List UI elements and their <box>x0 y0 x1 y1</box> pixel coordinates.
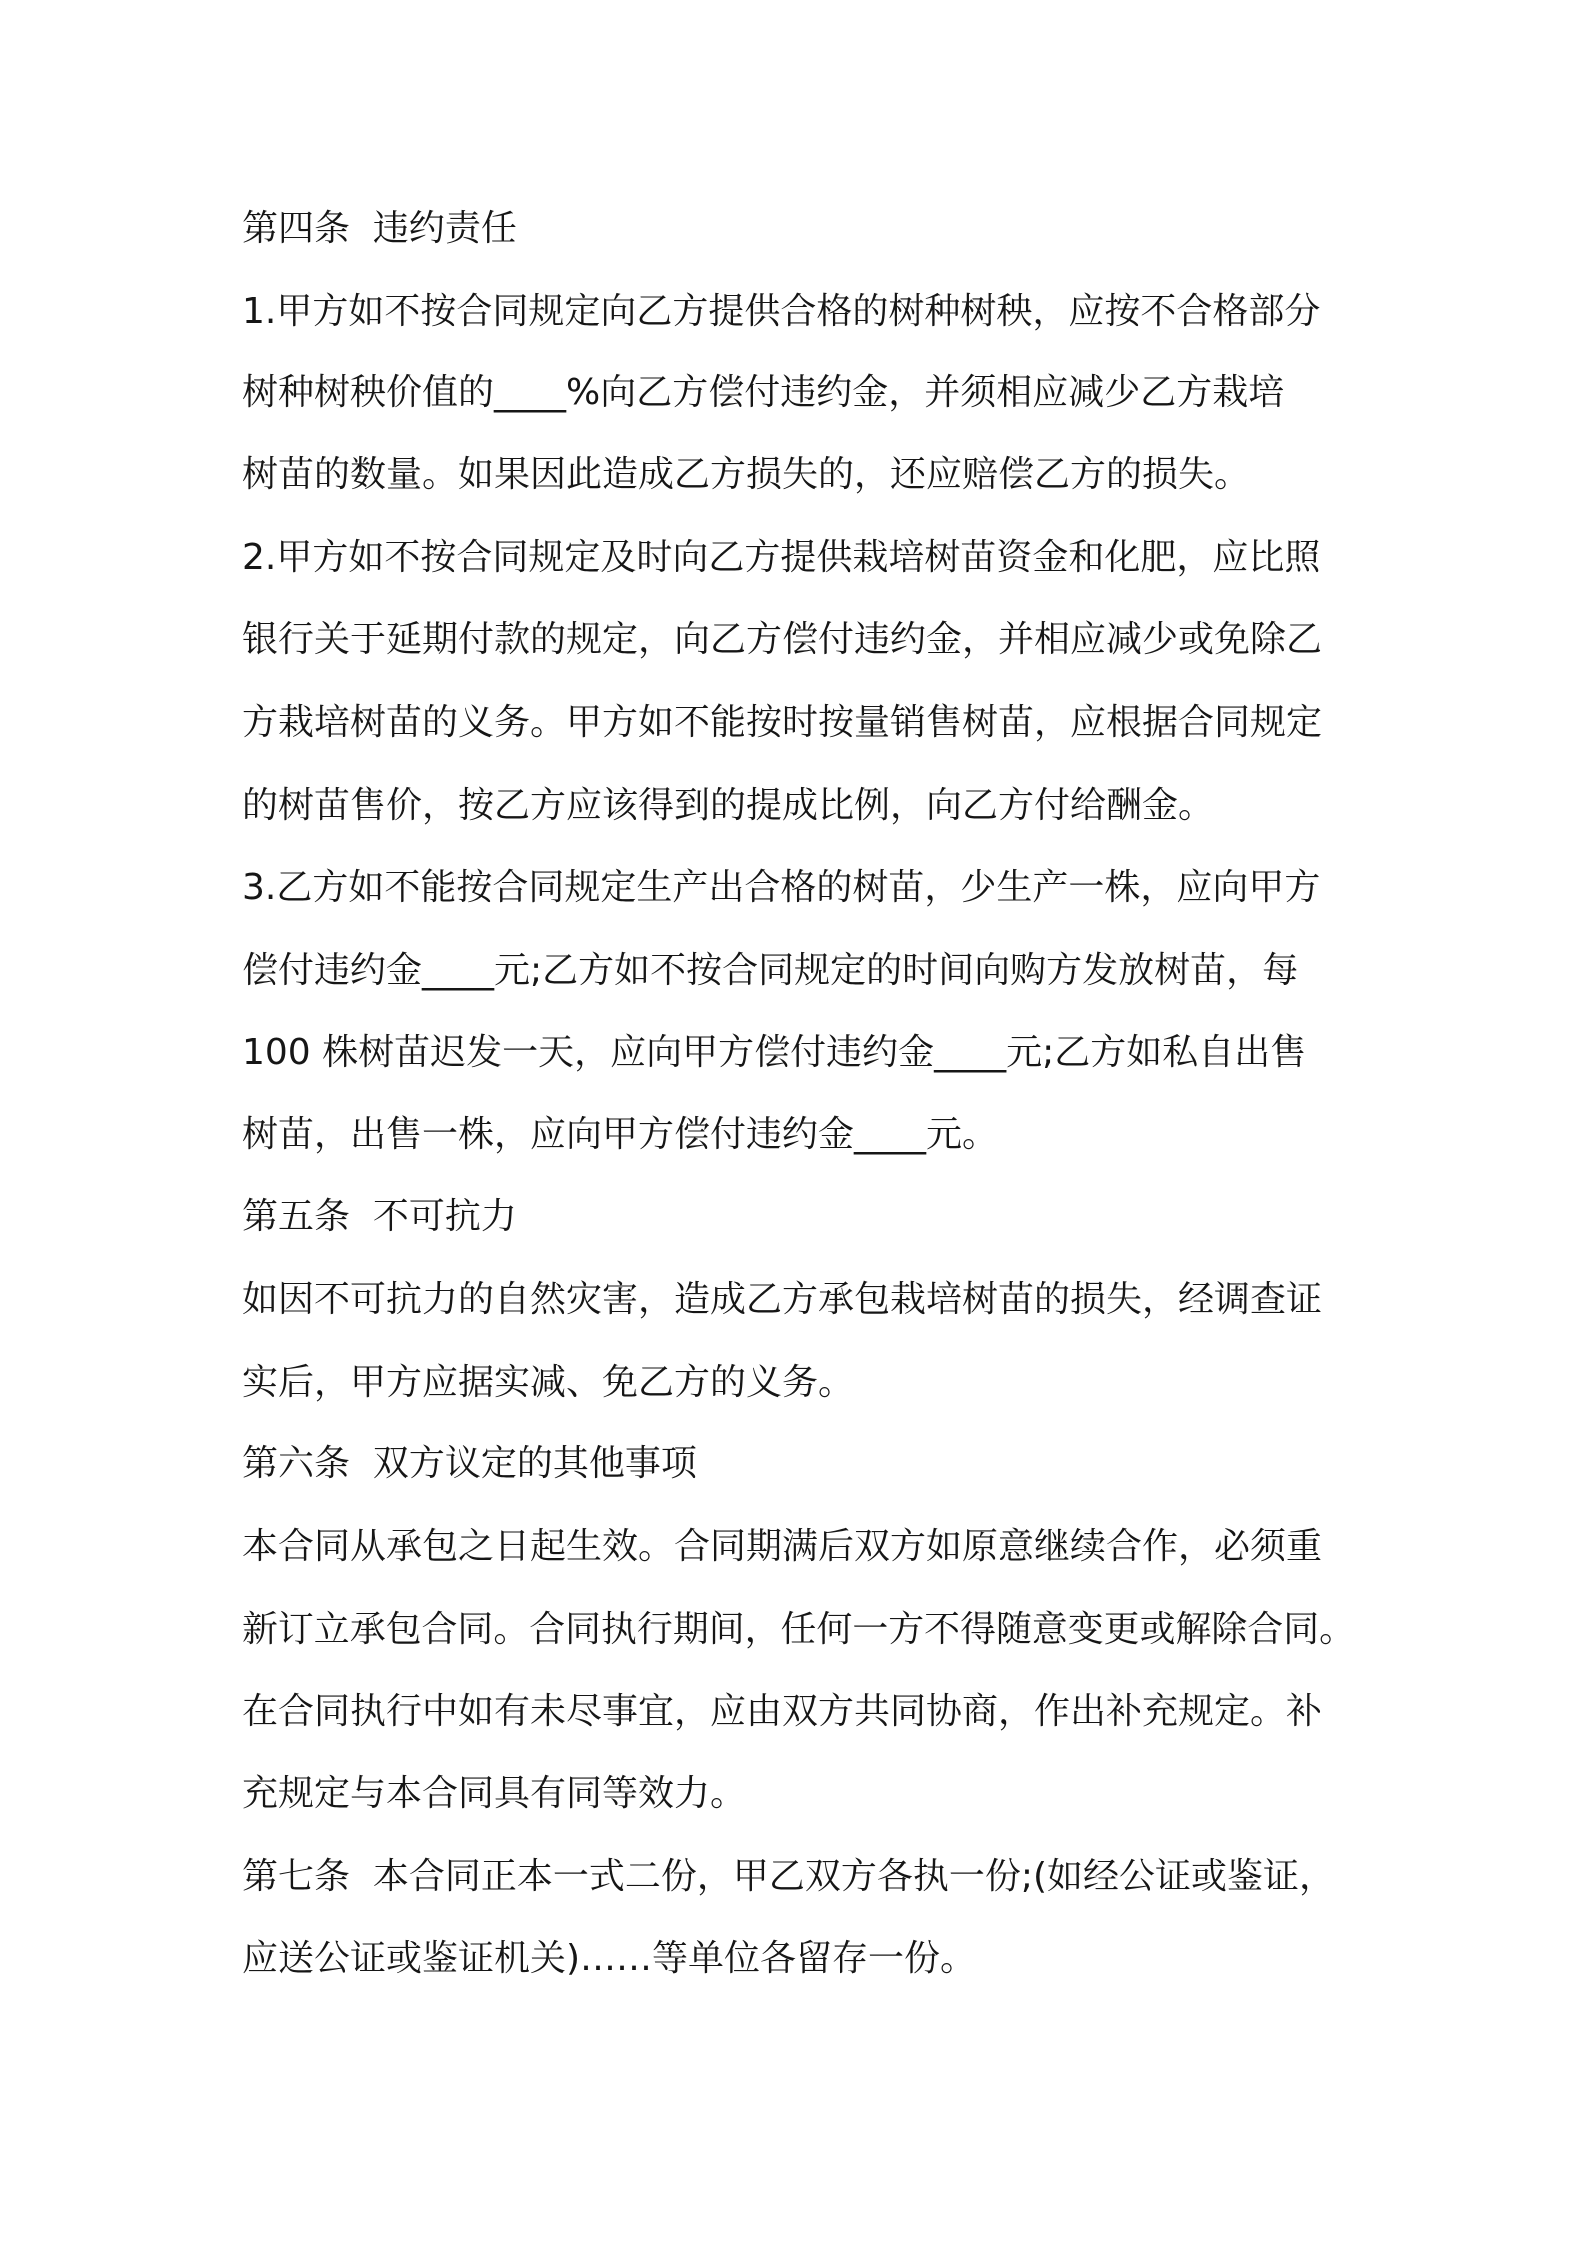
article-6-heading: 第六条 双方议定的其他事项 <box>242 1443 697 1484</box>
paragraph-line: 3.乙方如不能按合同规定生产出合格的树苗，少生产一株，应向甲方 <box>242 867 1321 908</box>
paragraph-line: 银行关于延期付款的规定，向乙方偿付违约金，并相应减少或免除乙 <box>242 619 1323 660</box>
paragraph-line: 方栽培树苗的义务。甲方如不能按时按量销售树苗，应根据合同规定 <box>242 702 1323 743</box>
paragraph-line: 充规定与本合同具有同等效力。 <box>242 1773 747 1814</box>
paragraph-line: 树种树秧价值的____%向乙方偿付违约金，并须相应减少乙方栽培 <box>242 372 1285 413</box>
paragraph-line: 新订立承包合同。合同执行期间，任何一方不得随意变更或解除合同。 <box>242 1609 1356 1650</box>
paragraph-line: 在合同执行中如有未尽事宜，应由双方共同协商，作出补充规定。补 <box>242 1691 1323 1732</box>
paragraph-line: 树苗的数量。如果因此造成乙方损失的，还应赔偿乙方的损失。 <box>242 454 1251 495</box>
paragraph-line: 本合同从承包之日起生效。合同期满后双方如原意继续合作，必须重 <box>242 1526 1323 1567</box>
article-7-line: 第七条 本合同正本一式二份，甲乙双方各执一份;(如经公证或鉴证， <box>242 1856 1336 1897</box>
paragraph-line: 2.甲方如不按合同规定及时向乙方提供栽培树苗资金和化肥，应比照 <box>242 537 1321 578</box>
paragraph-line: 如因不可抗力的自然灾害，造成乙方承包栽培树苗的损失，经调查证 <box>242 1279 1323 1320</box>
paragraph-line: 1.甲方如不按合同规定向乙方提供合格的树种树秧，应按不合格部分 <box>242 291 1321 332</box>
paragraph-line: 实后，甲方应据实减、免乙方的义务。 <box>242 1362 855 1403</box>
paragraph-line: 的树苗售价，按乙方应该得到的提成比例，向乙方付给酬金。 <box>242 785 1215 826</box>
article-5-heading: 第五条 不可抗力 <box>242 1196 517 1237</box>
article-4-heading: 第四条 违约责任 <box>242 208 517 249</box>
paragraph-line: 树苗，出售一株，应向甲方偿付违约金____元。 <box>242 1114 999 1155</box>
paragraph-line: 100 株树苗迟发一天，应向甲方偿付违约金____元;乙方如私自出售 <box>242 1032 1307 1073</box>
paragraph-line: 偿付违约金____元;乙方如不按合同规定的时间向购方发放树苗，每 <box>242 950 1299 991</box>
paragraph-line: 应送公证或鉴证机关)……等单位各留存一份。 <box>242 1938 977 1979</box>
